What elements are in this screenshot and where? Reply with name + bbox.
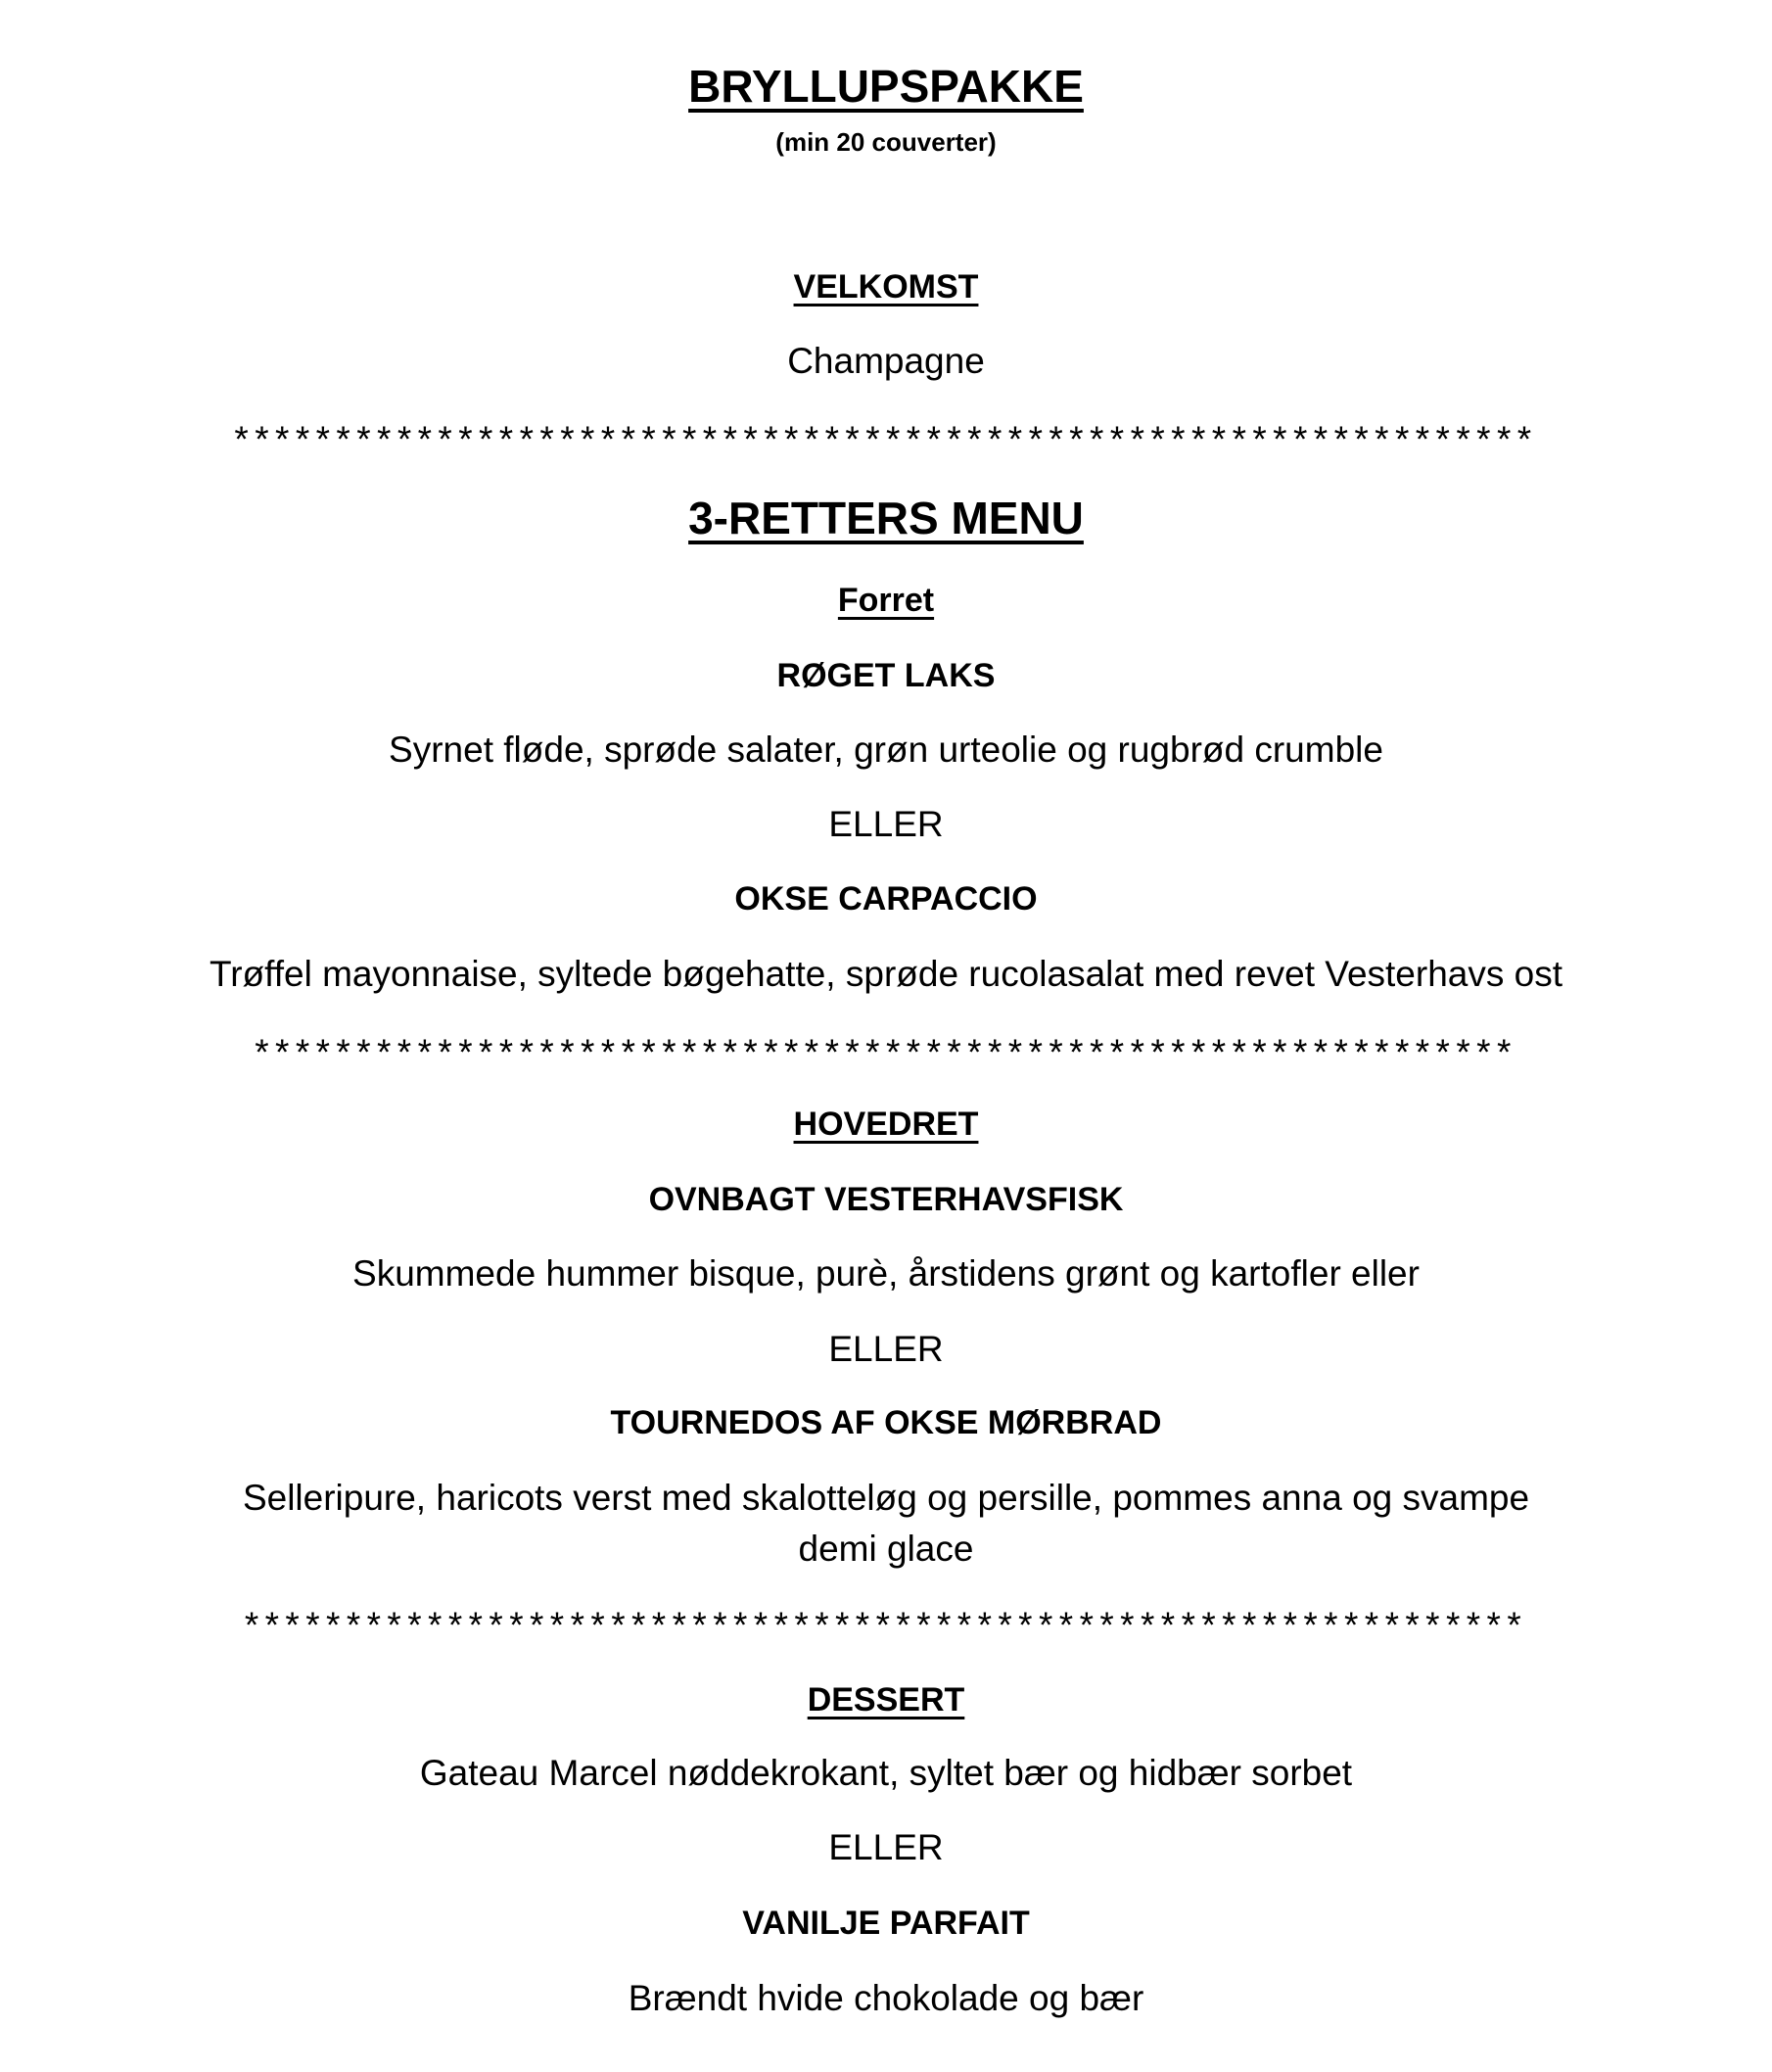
starter-option2-name: OKSE CARPACCIO <box>734 880 1038 918</box>
menu-heading-text: 3-RETTERS MENU <box>688 493 1084 543</box>
main-option2-desc-line2: demi glace <box>798 1529 974 1569</box>
welcome-item: Champagne <box>787 341 985 381</box>
separator-2: ************************************************************** <box>255 1032 1517 1072</box>
page-subtitle: (min 20 couverter) <box>775 127 997 157</box>
separator-3: *************************************************************** <box>244 1605 1528 1645</box>
starter-or-label: ELLER <box>828 804 944 844</box>
main-heading-text: HOVEDRET <box>793 1106 979 1143</box>
separator-1: **************************************************************** <box>234 419 1538 459</box>
page-title <box>0 57 1772 116</box>
starter-option2-desc: Trøffel mayonnaise, syltede bøgehatte, sprøde rucolasalat med revet Vesterhavs ost <box>209 954 1562 994</box>
main-or-label: ELLER <box>828 1329 944 1369</box>
main-heading <box>0 1100 1772 1149</box>
main-option1-desc: Skummede hummer bisque, purè, årstidens grønt og kartofler eller <box>352 1253 1420 1294</box>
dessert-heading <box>0 1675 1772 1724</box>
page-title-text: BRYLLUPSPAKKE <box>688 61 1084 112</box>
starter-option1-name: RØGET LAKS <box>776 657 996 694</box>
menu-heading <box>0 489 1772 547</box>
starter-heading-text: Forret <box>837 582 935 619</box>
main-option2-desc-line1: Selleripure, haricots verst med skalotteløg og persille, pommes anna og svampe <box>242 1478 1530 1518</box>
dessert-or-label: ELLER <box>828 1827 944 1867</box>
starter-option1-desc: Syrnet fløde, sprøde salater, grøn urteolie og rugbrød crumble <box>389 730 1383 770</box>
dessert-option1-desc: Gateau Marcel nøddekrokant, syltet bær og hidbær sorbet <box>419 1753 1353 1793</box>
welcome-heading-text: VELKOMST <box>793 268 979 306</box>
dessert-option2-desc: Brændt hvide chokolade og bær <box>628 1978 1144 2018</box>
main-option2-name: TOURNEDOS AF OKSE MØRBRAD <box>610 1404 1162 1441</box>
main-option1-name: OVNBAGT VESTERHAVSFISK <box>648 1181 1124 1218</box>
welcome-heading <box>0 262 1772 311</box>
dessert-heading-text: DESSERT <box>807 1681 965 1719</box>
starter-heading <box>0 576 1772 625</box>
dessert-option2-name: VANILJE PARFAIT <box>742 1905 1030 1942</box>
